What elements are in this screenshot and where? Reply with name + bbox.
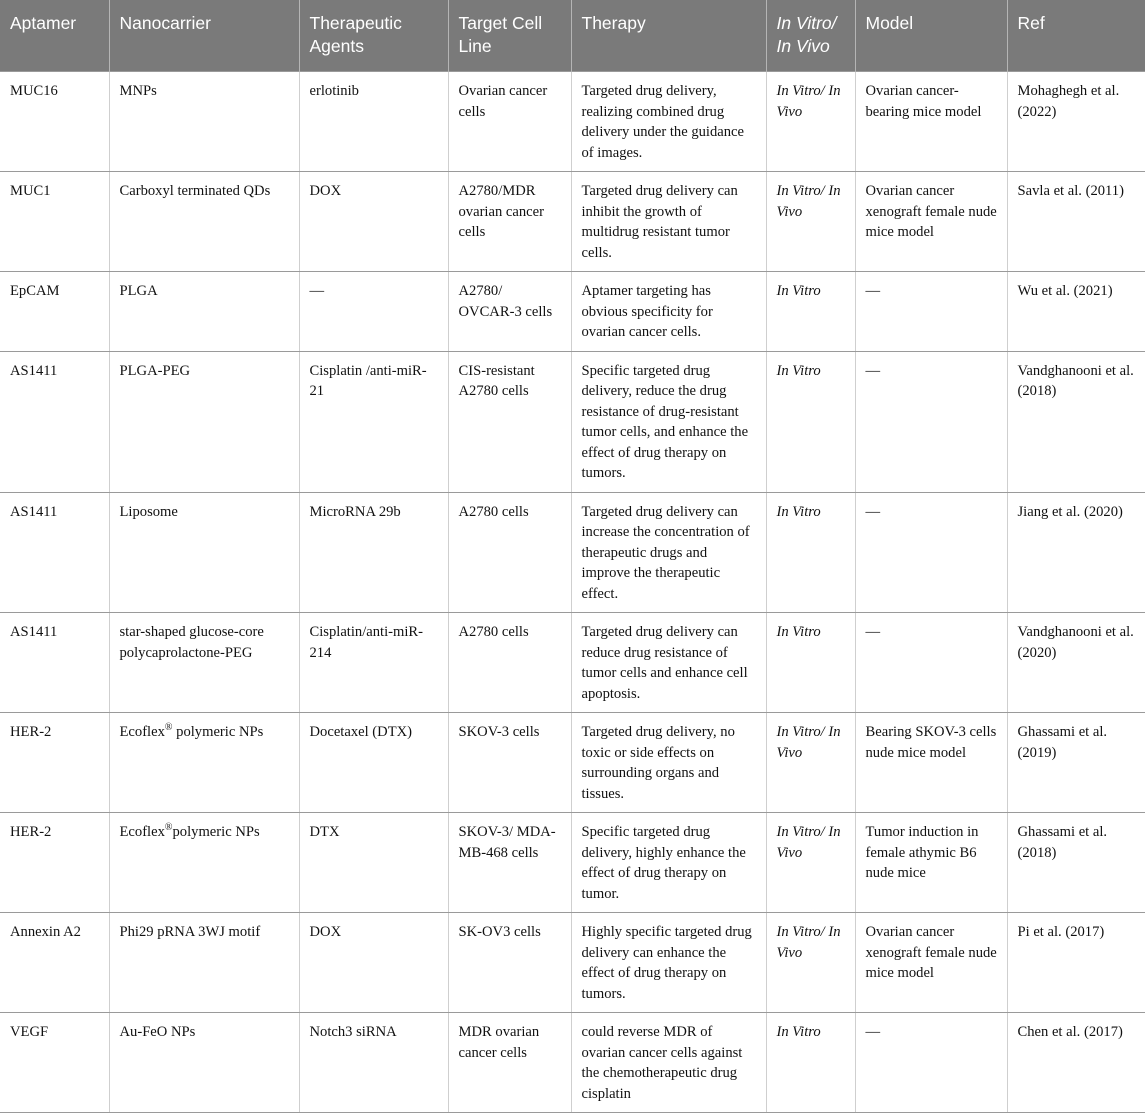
cell-therapeutic-agents: — bbox=[299, 272, 448, 352]
cell-ref: Ghassami et al. (2019) bbox=[1007, 713, 1145, 813]
cell-ref: Chen et al. (2017) bbox=[1007, 1013, 1145, 1113]
cell-target-cell-line: CIS-resistant A2780 cells bbox=[448, 351, 571, 492]
cell-target-cell-line: MDR ovarian cancer cells bbox=[448, 1013, 571, 1113]
cell-nanocarrier bbox=[109, 713, 299, 813]
table-row bbox=[0, 813, 1145, 913]
cell-therapy: Highly specific targeted drug delivery can enhance the effect of drug therapy on tumors. bbox=[571, 913, 766, 1013]
cell-therapy: Targeted drug delivery, realizing combined drug delivery under the guidance of images. bbox=[571, 72, 766, 172]
cell-target-cell-line: A2780/ OVCAR-3 cells bbox=[448, 272, 571, 352]
cell-therapy: Targeted drug delivery, no toxic or side effects on surrounding organs and tissues. bbox=[571, 713, 766, 813]
nanocarrier-text: PLGA-PEG bbox=[119, 362, 191, 379]
cell-therapeutic-agents: DTX bbox=[299, 813, 448, 913]
cell-in-vitro-in-vivo: In Vitro bbox=[766, 272, 855, 352]
cell-model: Tumor induction in female athymic B6 nude mice bbox=[855, 813, 1007, 913]
header-therapeutic-agents: Therapeutic Agents bbox=[299, 0, 448, 72]
table-row bbox=[0, 492, 1145, 613]
cell-in-vitro-in-vivo: In Vitro/ In Vivo bbox=[766, 913, 855, 1013]
cell-therapeutic-agents: Docetaxel (DTX) bbox=[299, 713, 448, 813]
table-row bbox=[0, 351, 1145, 492]
cell-in-vitro-in-vivo: In Vitro/ In Vivo bbox=[766, 172, 855, 272]
cell-nanocarrier bbox=[109, 272, 299, 352]
cell-target-cell-line: A2780/MDR ovarian cancer cells bbox=[448, 172, 571, 272]
header-nanocarrier: Nanocarrier bbox=[109, 0, 299, 72]
cell-aptamer: VEGF bbox=[0, 1013, 109, 1113]
cell-nanocarrier bbox=[109, 1013, 299, 1113]
cell-aptamer: MUC1 bbox=[0, 172, 109, 272]
cell-model: — bbox=[855, 613, 1007, 713]
nanocarrier-text: Au-FeO NPs bbox=[119, 1024, 196, 1040]
cell-in-vitro-in-vivo: In Vitro bbox=[766, 613, 855, 713]
cell-therapy: Aptamer targeting has obvious specificity for ovarian cancer cells. bbox=[571, 272, 766, 352]
cell-in-vitro-in-vivo: In Vitro/ In Vivo bbox=[766, 813, 855, 913]
header-therapy: Therapy bbox=[571, 0, 766, 72]
cell-model: Ovarian cancer xenograft female nude mice model bbox=[855, 172, 1007, 272]
nanocarrier-text: Ecoflex bbox=[119, 724, 165, 740]
cell-aptamer: HER-2 bbox=[0, 813, 109, 913]
cell-ref: Vandghanooni et al. (2018) bbox=[1007, 351, 1145, 492]
table-row bbox=[0, 913, 1145, 1013]
header-aptamer: Aptamer bbox=[0, 0, 109, 72]
cell-target-cell-line: SK-OV3 cells bbox=[448, 913, 571, 1013]
cell-model: — bbox=[855, 492, 1007, 613]
cell-aptamer: HER-2 bbox=[0, 713, 109, 813]
nanocarrier-text: PLGA bbox=[119, 283, 158, 299]
cell-therapy: Targeted drug delivery can reduce drug resistance of tumor cells and enhance cell apoptosis. bbox=[571, 613, 766, 713]
cell-in-vitro-in-vivo: In Vitro/ In Vivo bbox=[766, 72, 855, 172]
nanocarrier-text: Phi29 pRNA 3WJ motif bbox=[119, 924, 261, 940]
cell-in-vitro-in-vivo: In Vitro bbox=[766, 492, 855, 613]
cell-therapy: Specific targeted drug delivery, reduce the drug resistance of drug-resistant tumor cells, and enhance the effect of drug therapy on tumors. bbox=[571, 351, 766, 492]
cell-therapy: Targeted drug delivery can increase the concentration of therapeutic drugs and improve the therapeutic effect. bbox=[571, 492, 766, 613]
cell-therapy: could reverse MDR of ovarian cancer cells against the chemotherapeutic drug cisplatin bbox=[571, 1013, 766, 1113]
registered-mark: ® bbox=[164, 722, 173, 734]
cell-ref: Vandghanooni et al. (2020) bbox=[1007, 613, 1145, 713]
cell-model: — bbox=[855, 351, 1007, 492]
table-body bbox=[0, 72, 1145, 1113]
cell-aptamer: AS1411 bbox=[0, 351, 109, 492]
cell-target-cell-line: SKOV-3 cells bbox=[448, 713, 571, 813]
cell-therapeutic-agents: Cisplatin /anti-miR-21 bbox=[299, 351, 448, 492]
nanocarrier-text: MNPs bbox=[119, 83, 157, 99]
cell-ref: Pi et al. (2017) bbox=[1007, 913, 1145, 1013]
cell-therapeutic-agents: DOX bbox=[299, 172, 448, 272]
cell-model: Ovarian cancer-bearing mice model bbox=[855, 72, 1007, 172]
header-target-cell-line: Target Cell Line bbox=[448, 0, 571, 72]
table-row bbox=[0, 1013, 1145, 1113]
cell-therapeutic-agents: MicroRNA 29b bbox=[299, 492, 448, 613]
header-model: Model bbox=[855, 0, 1007, 72]
cell-nanocarrier bbox=[109, 72, 299, 172]
cell-target-cell-line: Ovarian cancer cells bbox=[448, 72, 571, 172]
cell-aptamer: MUC16 bbox=[0, 72, 109, 172]
nanocarrier-text-suffix: polymeric NPs bbox=[172, 824, 260, 840]
nanocarrier-text: Carboxyl terminated QDs bbox=[119, 183, 271, 199]
cell-in-vitro-in-vivo: In Vitro bbox=[766, 1013, 855, 1113]
cell-target-cell-line: A2780 cells bbox=[448, 613, 571, 713]
cell-nanocarrier bbox=[109, 351, 299, 492]
cell-model: — bbox=[855, 1013, 1007, 1113]
cell-therapeutic-agents: Cisplatin/anti-miR-214 bbox=[299, 613, 448, 713]
cell-ref: Mohaghegh et al. (2022) bbox=[1007, 72, 1145, 172]
cell-nanocarrier bbox=[109, 813, 299, 913]
cell-aptamer: EpCAM bbox=[0, 272, 109, 352]
nanocarrier-text-suffix: polymeric NPs bbox=[172, 724, 264, 740]
cell-target-cell-line: SKOV-3/ MDA-MB-468 cells bbox=[448, 813, 571, 913]
cell-nanocarrier bbox=[109, 492, 299, 613]
header-in-vitro-in-vivo: In Vitro/ In Vivo bbox=[766, 0, 855, 72]
table-header bbox=[0, 0, 1145, 72]
cell-model: Bearing SKOV-3 cells nude mice model bbox=[855, 713, 1007, 813]
nanocarrier-text: star-shaped glucose-core polycaprolactone-PEG bbox=[119, 624, 264, 661]
cell-in-vitro-in-vivo: In Vitro/ In Vivo bbox=[766, 713, 855, 813]
cell-model: Ovarian cancer xenograft female nude mice model bbox=[855, 913, 1007, 1013]
cell-target-cell-line: A2780 cells bbox=[448, 492, 571, 613]
table-row bbox=[0, 272, 1145, 352]
header-ref: Ref bbox=[1007, 0, 1145, 72]
cell-model: — bbox=[855, 272, 1007, 352]
header-row bbox=[0, 0, 1145, 72]
cell-ref: Jiang et al. (2020) bbox=[1007, 492, 1145, 613]
cell-aptamer: AS1411 bbox=[0, 613, 109, 713]
cell-therapy: Targeted drug delivery can inhibit the growth of multidrug resistant tumor cells. bbox=[571, 172, 766, 272]
table-row bbox=[0, 172, 1145, 272]
cell-therapeutic-agents: DOX bbox=[299, 913, 448, 1013]
cell-therapeutic-agents: Notch3 siRNA bbox=[299, 1013, 448, 1113]
cell-nanocarrier bbox=[109, 613, 299, 713]
cell-therapeutic-agents: erlotinib bbox=[299, 72, 448, 172]
nanocarrier-text: Ecoflex bbox=[119, 824, 165, 840]
cell-aptamer: Annexin A2 bbox=[0, 913, 109, 1013]
cell-in-vitro-in-vivo: In Vitro bbox=[766, 351, 855, 492]
cell-aptamer: AS1411 bbox=[0, 492, 109, 613]
registered-mark: ® bbox=[164, 822, 173, 834]
cell-ref: Savla et al. (2011) bbox=[1007, 172, 1145, 272]
nanocarrier-text: Liposome bbox=[119, 503, 178, 520]
table-row bbox=[0, 713, 1145, 813]
cell-therapy: Specific targeted drug delivery, highly enhance the effect of drug therapy on tumor. bbox=[571, 813, 766, 913]
table-row bbox=[0, 72, 1145, 172]
cell-nanocarrier bbox=[109, 172, 299, 272]
cell-ref: Ghassami et al. (2018) bbox=[1007, 813, 1145, 913]
table-row bbox=[0, 613, 1145, 713]
cell-nanocarrier bbox=[109, 913, 299, 1013]
cell-ref: Wu et al. (2021) bbox=[1007, 272, 1145, 352]
